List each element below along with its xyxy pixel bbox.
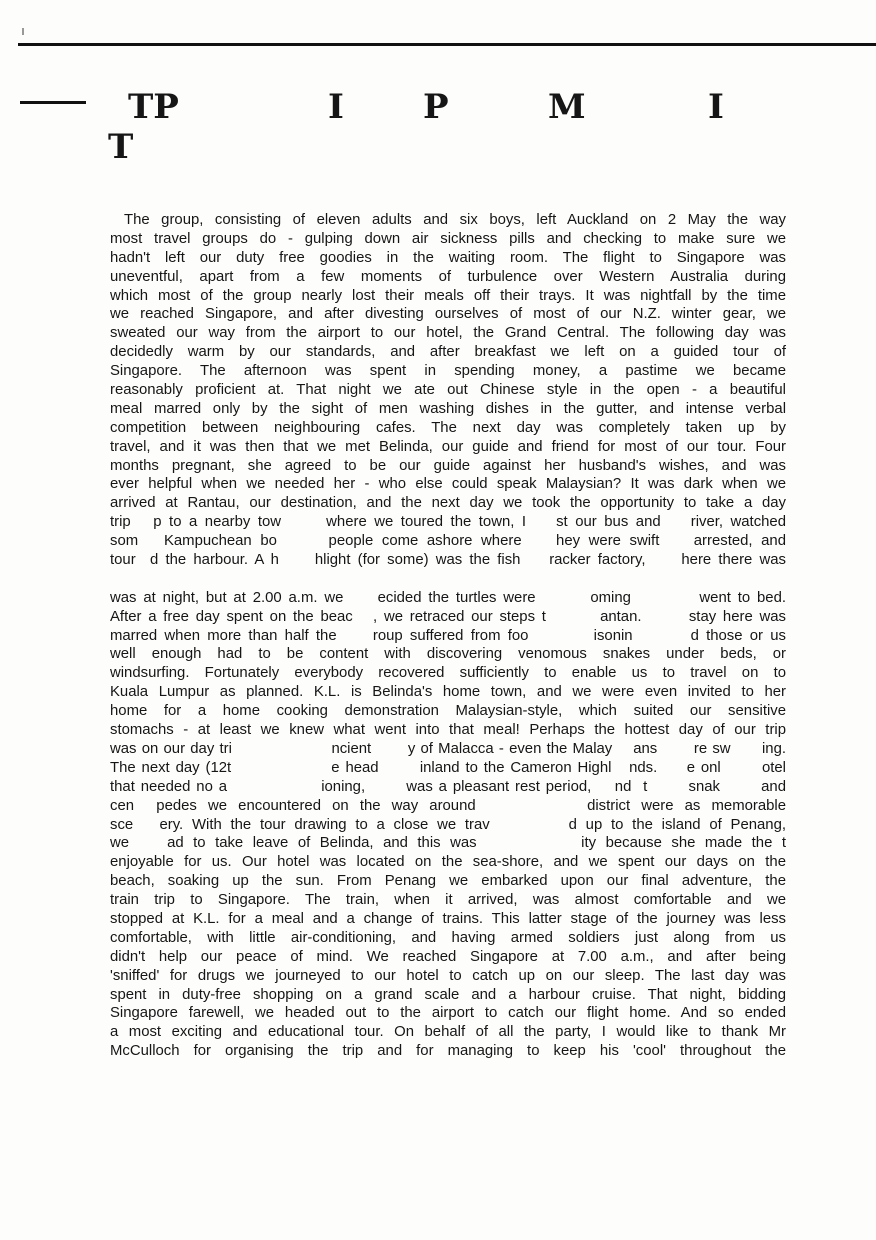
- article-body: [110, 211, 786, 1061]
- article-line: After a free day spent on the beac , we retraced our steps t antan. stay here was: [110, 608, 786, 625]
- article-line: spent in duty-free shopping on a grand scale and a harbour cruise. That night, bidding: [110, 986, 786, 1003]
- article-line: arrived at Rantau, our destination, and the next day we took the opportunity to take a day: [110, 495, 786, 512]
- article-line: cen pedes we encountered on the way around district were as memorable: [110, 797, 786, 814]
- article-line: som Kampuchean bo people come ashore where hey were swift arrested, and: [110, 533, 786, 550]
- article-line: sweated our way from the airport to our hotel, the Grand Central. The following day was: [110, 325, 786, 342]
- title-word: I: [708, 87, 724, 127]
- title-word: T: [108, 127, 134, 167]
- article-line: hadn't left our duty free goodies in the waiting room. The flight to Singapore was: [110, 249, 786, 266]
- article-line: enjoyable for us. Our hotel was located on the sea-shore, and we spent our days on the: [110, 854, 786, 871]
- article-line: home for a home cooking demonstration Malaysian-style, which suited our sensitive: [110, 703, 786, 720]
- article-line: Kuala Lumpur as planned. K.L. is Belinda's home town, and we were even invited to her: [110, 684, 786, 701]
- article-line: a most exciting and educational tour. On behalf of all the party, I would like to thank Mr: [110, 1024, 786, 1041]
- article-line: train trip to Singapore. The train, when it arrived, was almost comfortable and we: [110, 892, 786, 909]
- article-line: reasonably proficient at. That night we ate out Chinese style in the open - a beautiful: [110, 382, 786, 399]
- article-line: uneventful, apart from a few moments of turbulence over Western Australia during: [110, 268, 786, 285]
- article-line: meal marred only by the sight of men washing dishes in the gutter, and intense verbal: [110, 400, 786, 417]
- article-line: didn't help our peace of mind. We reached Singapore at 7.00 a.m., and after being: [110, 948, 786, 965]
- article-line: competition between neighbouring cafes. The next day was completely taken up by: [110, 419, 786, 436]
- title-word: P: [423, 87, 449, 127]
- article-line: most travel groups do - gulping down air sickness pills and checking to make sure we: [110, 230, 786, 247]
- article-line: well enough had to be content with discovering venomous snakes under beds, or: [110, 646, 786, 663]
- article-line: which most of the group nearly lost their meals off their trays. It was nightfall by the time: [110, 287, 786, 304]
- article-line: comfortable, with little air-conditioning, and having armed soldiers just along from us: [110, 929, 786, 946]
- article-line: windsurfing. Fortunately everybody recovered sufficiently to enable us to travel on to: [110, 665, 786, 682]
- article-line: decidedly warm by our standards, and after breakfast we left on a guided tour of: [110, 344, 786, 361]
- article-line: sce ery. With the tour drawing to a close we trav d up to the island of Penang,: [110, 816, 786, 833]
- article-line: was on our day tri ncient y of Malacca - even the Malay ans re sw ing.: [110, 740, 786, 757]
- article-line: Singapore. The afternoon was spent in spending money, a pastime we became: [110, 363, 786, 380]
- article-line: trip p to a nearby tow where we toured the town, I st our bus and river, watched: [110, 514, 786, 531]
- article-line: was at night, but at 2.00 a.m. we ecided the turtles were oming went to bed.: [110, 589, 786, 606]
- article-line: stopped at K.L. for a meal and a change of trains. This latter stage of the journey was less: [110, 910, 786, 927]
- paragraph-gap: [110, 570, 786, 589]
- article-line: stomachs - at least we knew what went into that meal! Perhaps the hottest day of our trip: [110, 722, 786, 739]
- title-word: TP: [128, 87, 179, 127]
- article-line: we reached Singapore, and after divesting ourselves of most of our N.Z. winter gear, we: [110, 306, 786, 323]
- article-line: beach, soaking up the sun. From Penang we embarked upon our final adventure, the: [110, 873, 786, 890]
- article-line: marred when more than half the roup suffered from foo isonin d those or us: [110, 627, 786, 644]
- article-line: The group, consisting of eleven adults and six boys, left Auckland on 2 May the way: [124, 212, 786, 228]
- title-dash: [20, 101, 86, 104]
- article-line: The next day (12t e head inland to the Cameron Highl nds. e onl otel: [110, 759, 786, 776]
- article-line: months pregnant, she agreed to be our guide against her husband's wishes, and was: [110, 457, 786, 474]
- title-word: I: [328, 87, 344, 127]
- article-line: travel, and it was then that we met Belinda, our guide and friend for most of our tour. Four: [110, 438, 786, 455]
- top-rule: [18, 43, 876, 46]
- article-line: that needed no a ioning, was a pleasant rest period, nd t snak and: [110, 778, 786, 795]
- article-line: we ad to take leave of Belinda, and this was ity because she made the t: [110, 835, 786, 852]
- article-line: Singapore farewell, we headed out to the airport to catch our flight home. And so ended: [110, 1005, 786, 1022]
- article-line: tour d the harbour. A h hlight (for some) was the fish racker factory, here there was: [110, 552, 786, 569]
- article-line: ever helpful when we needed her - who else could speak Malaysian? It was dark when we: [110, 476, 786, 493]
- article-line: 'sniffed' for drugs we journeyed to our hotel to catch up on our sleep. The last day was: [110, 967, 786, 984]
- page-corner-mark: [22, 28, 24, 35]
- title-word: M: [548, 87, 586, 127]
- article-line: McCulloch for organising the trip and for managing to keep his 'cool' throughout the: [110, 1043, 786, 1060]
